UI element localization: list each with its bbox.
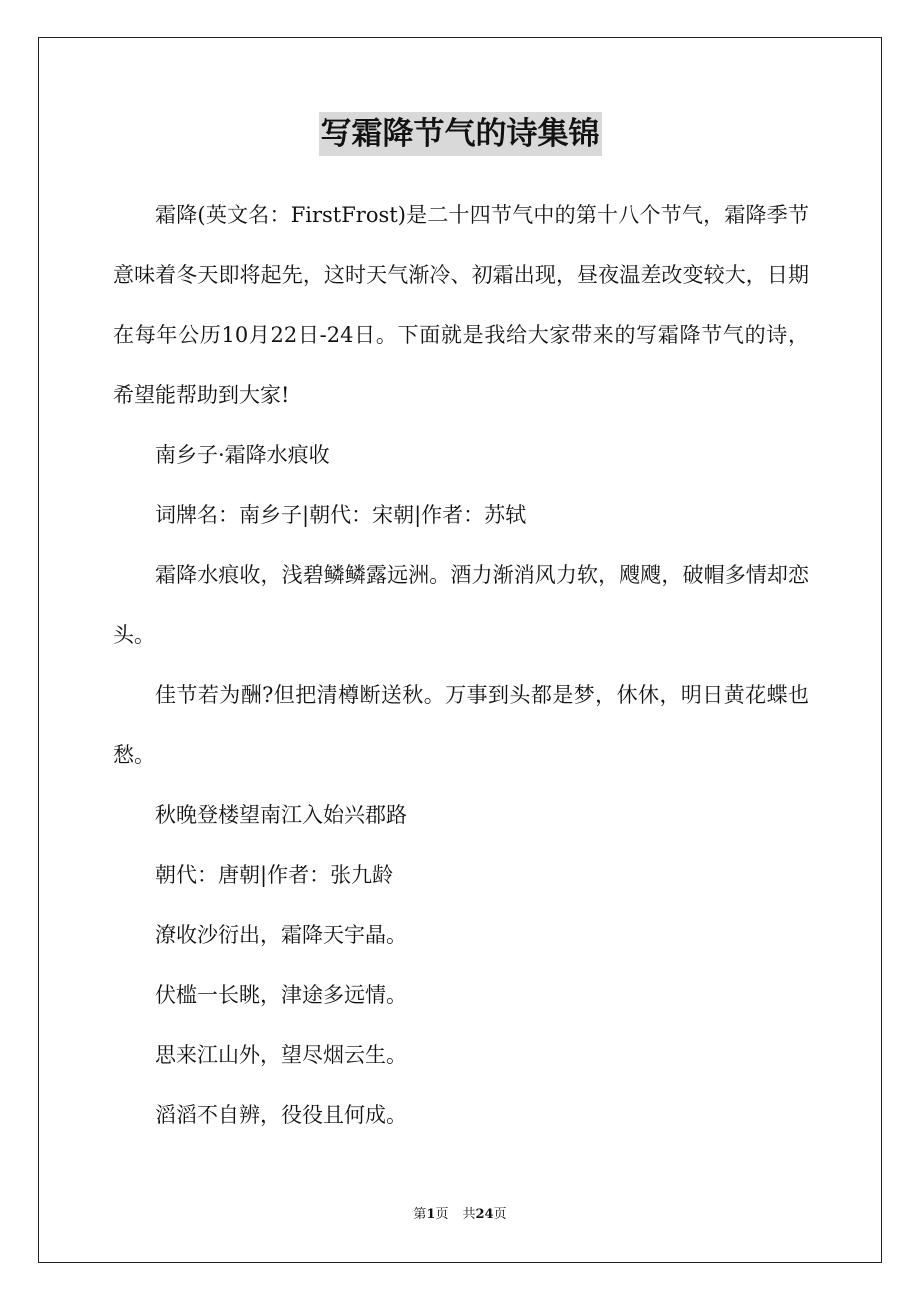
page-prefix: 第 [413,1207,427,1222]
poem-line-4: 滔滔不自辨，役役且何成。 [155,1103,407,1127]
page-footer [0,1206,920,1224]
total-page-number: 24 [475,1207,494,1222]
poem-meta-1: 词牌名：南乡子|朝代：宋朝|作者：苏轼 [155,503,527,527]
document-title: 写霜降节气的诗集锦 [319,112,602,156]
poem-line-3: 思来江山外，望尽烟云生。 [155,1043,407,1067]
page-suffix: 页 [435,1207,449,1222]
current-page-number: 1 [426,1207,436,1222]
title-container [0,112,920,156]
intro-paragraph: 霜降(英文名：FirstFrost)是二十四节气中的第十八个节气，霜降季节意味着冬天即将起先，这时天气渐冷、初霜出现，昼夜温差改变较大，日期在每年公历10月22日-24日。下面就是我给大家带来的写霜降节气的诗，希望能帮助到大家! [113,203,809,407]
document-body [113,185,809,1145]
poem-stanza-2: 佳节若为酬?但把清樽断送秋。万事到头都是梦，休休，明日黄花蝶也愁。 [113,683,809,767]
poem-meta-2: 朝代：唐朝|作者：张九龄 [155,863,394,887]
total-prefix: 共 [462,1207,476,1222]
poem-stanza-1: 霜降水痕收，浅碧鳞鳞露远洲。酒力渐消风力软，飕飕，破帽多情却恋头。 [113,563,809,647]
poem-title-1: 南乡子·霜降水痕收 [155,443,330,467]
poem-line-1: 潦收沙衍出，霜降天宇晶。 [155,923,407,947]
poem-line-2: 伏槛一长眺，津途多远情。 [155,983,407,1007]
total-suffix: 页 [493,1207,507,1222]
poem-title-2: 秋晚登楼望南江入始兴郡路 [155,803,407,827]
